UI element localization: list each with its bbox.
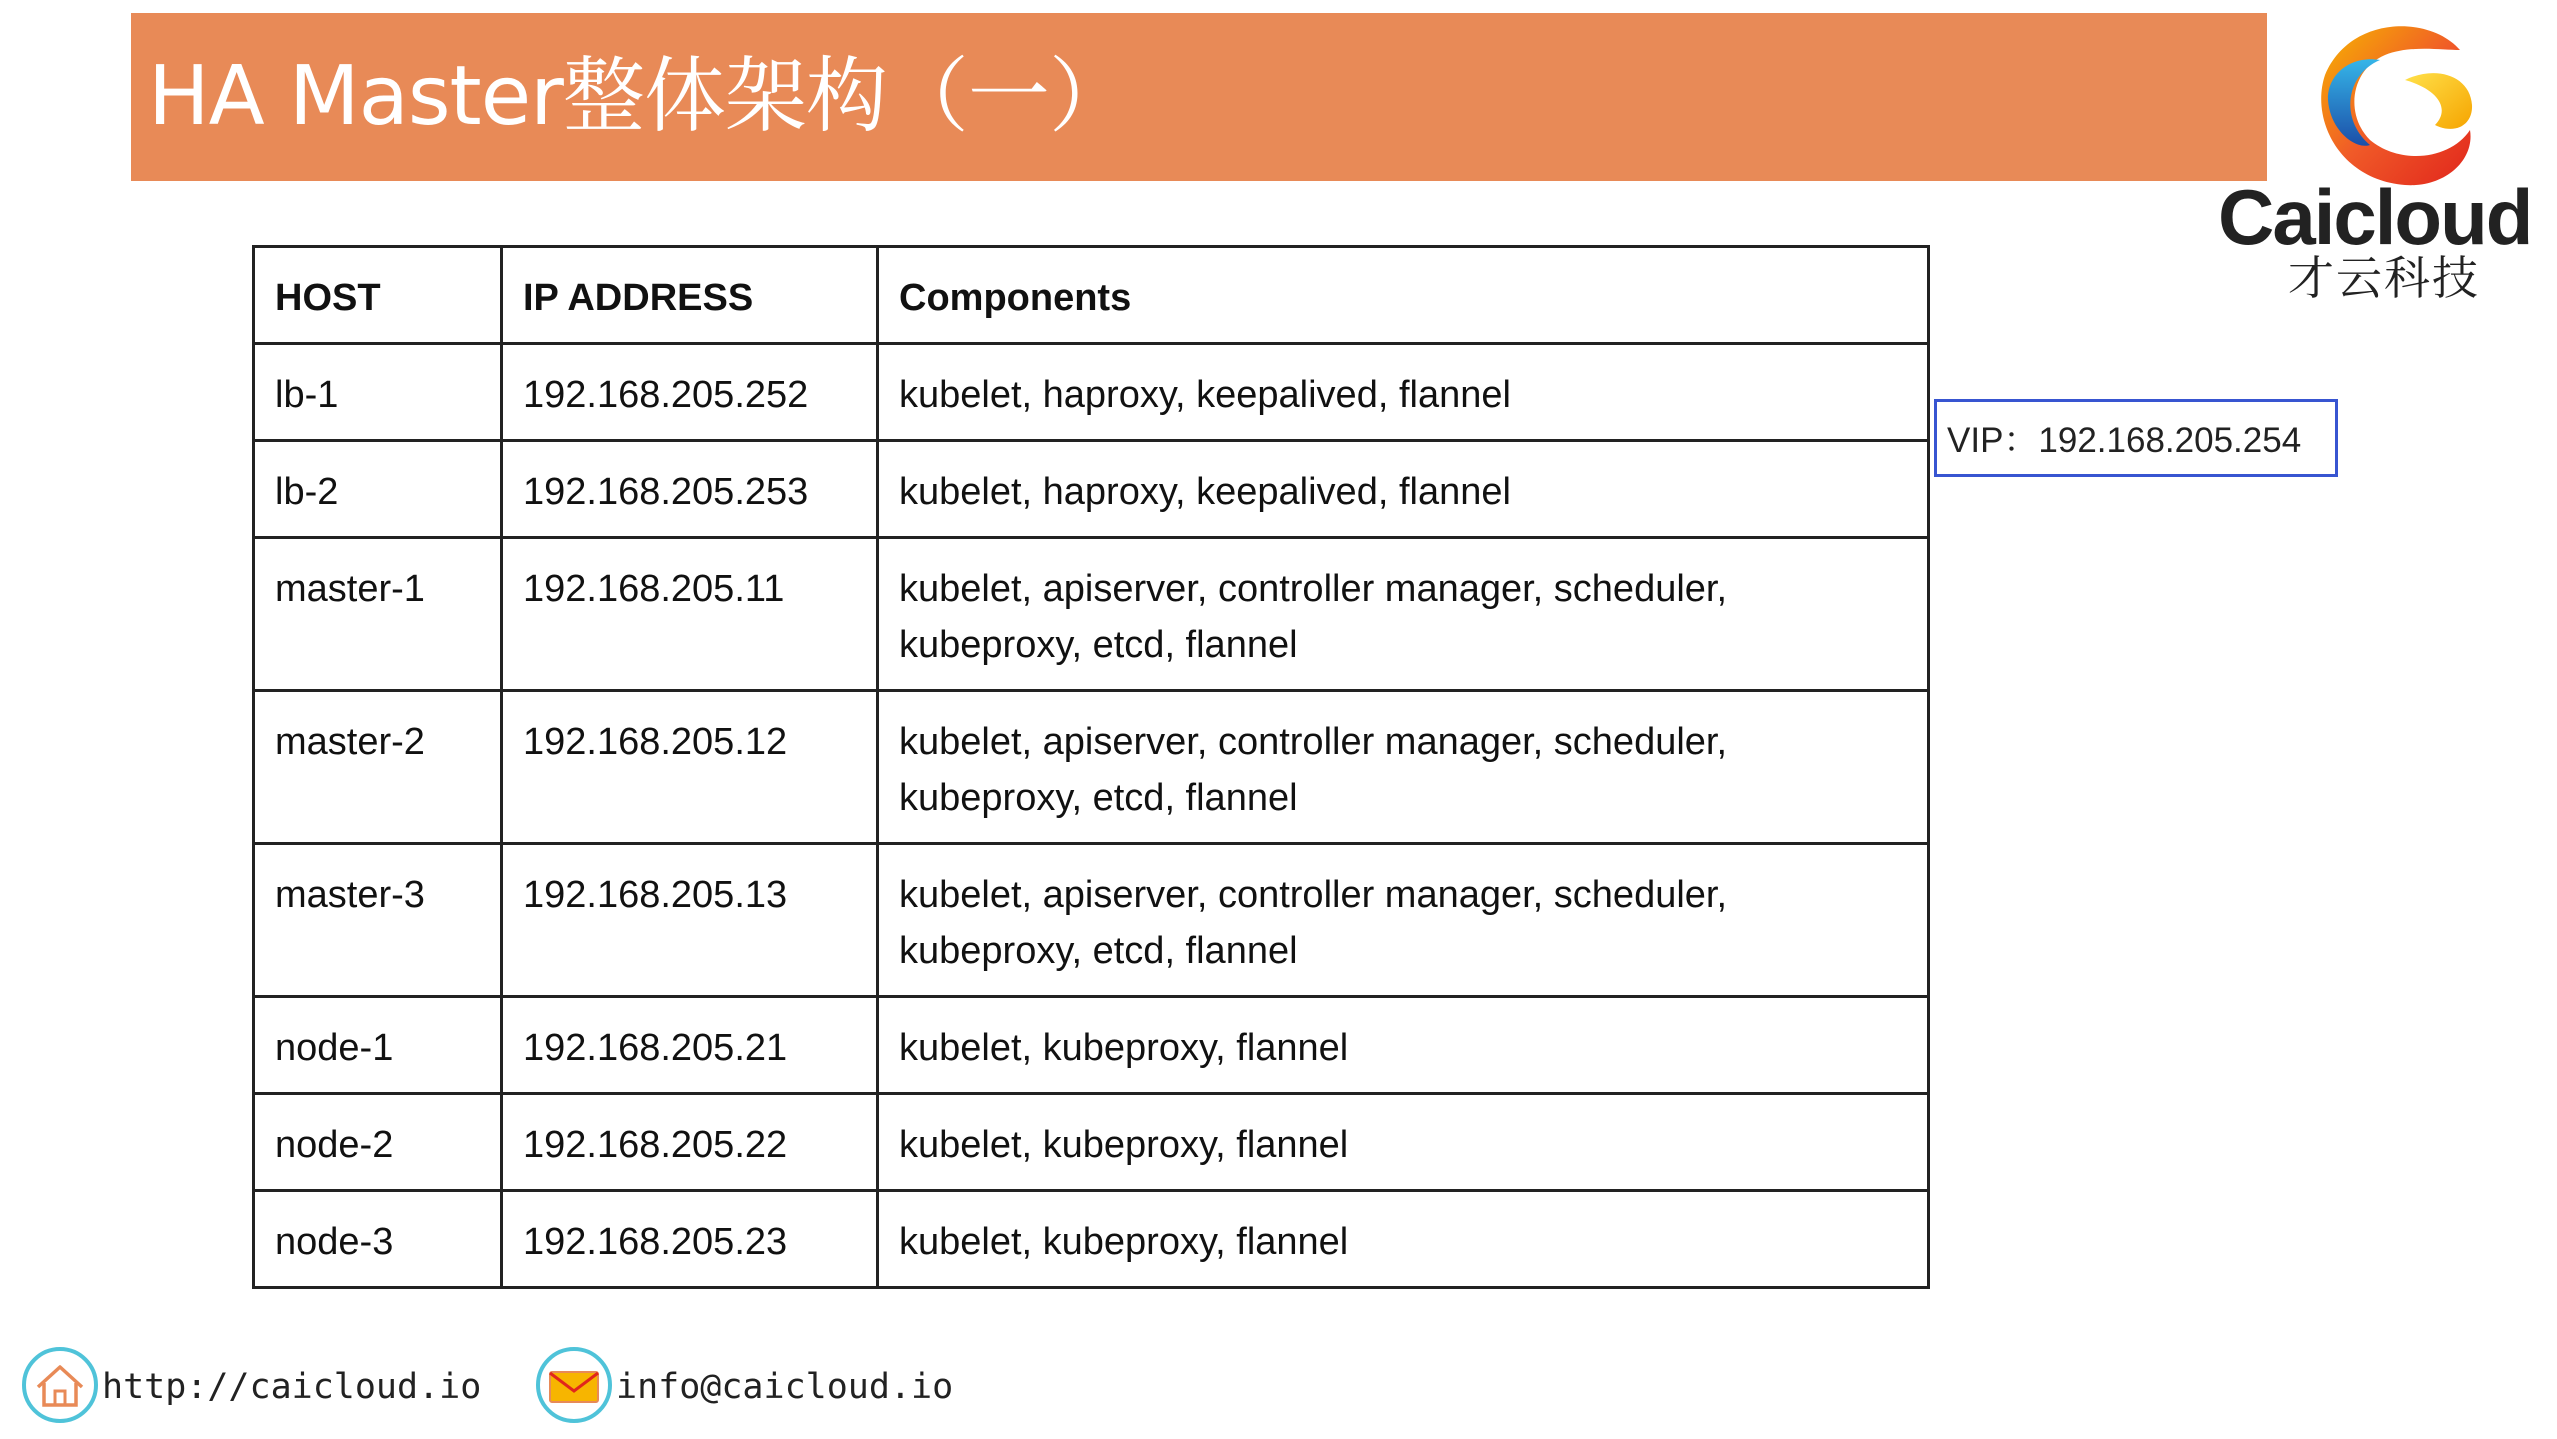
table-row [254, 1094, 1929, 1191]
footer-email-link[interactable] [534, 1345, 953, 1425]
ip-cell: 192.168.205.13 [502, 844, 878, 997]
ip-cell: 192.168.205.253 [502, 441, 878, 538]
vip-label: VIP：192.168.205.254 [1947, 421, 2302, 460]
caicloud-logo [2210, 20, 2550, 320]
host-cell: master-2 [254, 691, 502, 844]
components-cell [878, 538, 1929, 691]
components-cell [878, 1191, 1929, 1288]
footer-website-link[interactable] [20, 1345, 481, 1425]
components-line: kubelet, apiserver, controller manager, scheduler, [899, 568, 1728, 610]
header-host: HOST [254, 247, 502, 344]
host-table [252, 245, 1930, 1289]
components-cell [878, 691, 1929, 844]
components-cell [878, 997, 1929, 1094]
components-cell [878, 441, 1929, 538]
components-line: kubelet, kubeproxy, flannel [899, 1124, 1349, 1166]
logo-wordmark: Caicloud [2218, 173, 2532, 261]
ip-cell: 192.168.205.22 [502, 1094, 878, 1191]
components-line: kubeproxy, etcd, flannel [899, 624, 1298, 666]
footer-website-text[interactable]: http://caicloud.io [102, 1367, 482, 1407]
host-cell: master-3 [254, 844, 502, 997]
components-line: kubelet, haproxy, keepalived, flannel [899, 471, 1511, 513]
components-line: kubelet, haproxy, keepalived, flannel [899, 374, 1511, 416]
components-cell [878, 344, 1929, 441]
components-line: kubelet, kubeproxy, flannel [899, 1027, 1349, 1069]
table-row [254, 691, 1929, 844]
table-header-row [254, 247, 1929, 344]
table-row [254, 844, 1929, 997]
table-row [254, 538, 1929, 691]
host-cell: lb-2 [254, 441, 502, 538]
logo-subtitle: 才云科技 [2288, 251, 2480, 305]
components-line: kubelet, apiserver, controller manager, scheduler, [899, 721, 1728, 763]
footer-email-text[interactable]: info@caicloud.io [616, 1367, 954, 1407]
components-cell [878, 844, 1929, 997]
components-line: kubeproxy, etcd, flannel [899, 930, 1298, 972]
host-cell: lb-1 [254, 344, 502, 441]
vip-callout [1934, 399, 2338, 477]
host-cell: node-2 [254, 1094, 502, 1191]
header-ip-address: IP ADDRESS [502, 247, 878, 344]
components-line: kubelet, apiserver, controller manager, scheduler, [899, 874, 1728, 916]
caicloud-logo-mark-icon [2310, 20, 2480, 190]
slide-title: HA Master整体架构（一） [148, 49, 1130, 144]
header-components: Components [878, 247, 1929, 344]
ip-cell: 192.168.205.11 [502, 538, 878, 691]
table-row [254, 1191, 1929, 1288]
table-row [254, 344, 1929, 441]
components-cell [878, 1094, 1929, 1191]
ip-cell: 192.168.205.23 [502, 1191, 878, 1288]
home-icon [20, 1345, 100, 1425]
title-bar [131, 13, 2267, 181]
ip-cell: 192.168.205.12 [502, 691, 878, 844]
mail-icon [534, 1345, 614, 1425]
host-cell: master-1 [254, 538, 502, 691]
host-cell: node-1 [254, 997, 502, 1094]
ip-cell: 192.168.205.21 [502, 997, 878, 1094]
components-line: kubeproxy, etcd, flannel [899, 777, 1298, 819]
ip-cell: 192.168.205.252 [502, 344, 878, 441]
table-row [254, 441, 1929, 538]
table-row [254, 997, 1929, 1094]
host-cell: node-3 [254, 1191, 502, 1288]
components-line: kubelet, kubeproxy, flannel [899, 1221, 1349, 1263]
